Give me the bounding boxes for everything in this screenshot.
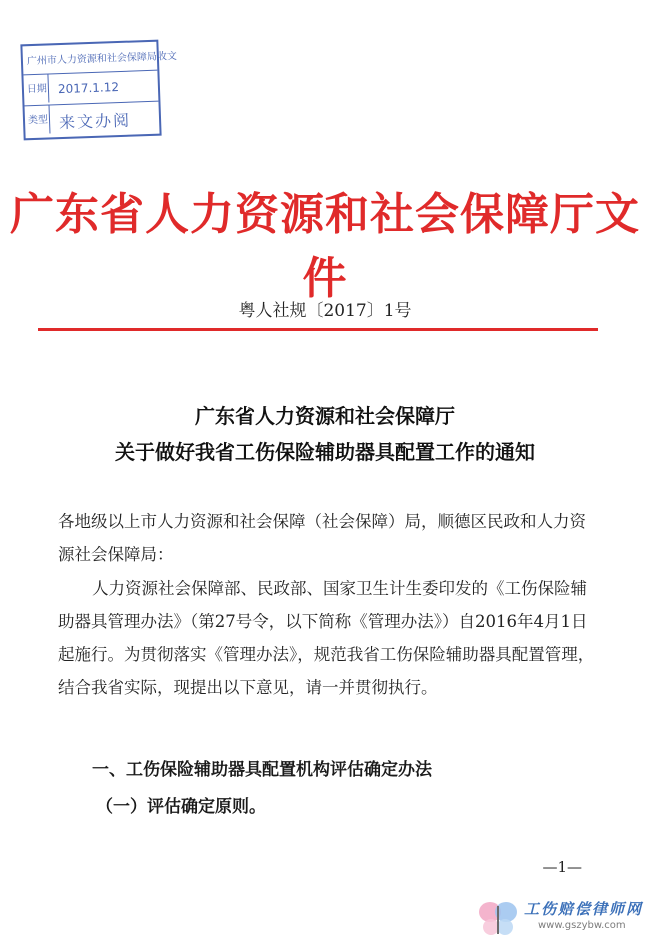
header-divider [38, 328, 598, 331]
receipt-stamp [20, 40, 178, 141]
body-paragraph-1: 人力资源社会保障部、民政部、国家卫生计生委印发的《工伤保险辅助器具管理办法》（第27号令，以下简称《管理办法》）自2016年4月1日起施行。为贯彻落实《管理办法》，规范我省工伤保险辅助器具配置管理，结合我省实际，现提出以下意见，请一并贯彻执行。 [58, 579, 595, 697]
section-heading-1: 一、工伤保险辅助器具配置机构评估确定办法 [92, 760, 432, 780]
stamp-type-value: 来文办阅 [58, 110, 132, 133]
addressee-paragraph: 各地级以上市人力资源和社会保障（社会保障）局，顺德区民政和人力资源社会保障局： [58, 512, 586, 564]
stamp-title: 广州市人力资源和社会保障局收文 [26, 50, 178, 68]
stamp-date-label: 日期 [25, 74, 49, 103]
watermark-text: 工伤赔偿律师网 [524, 900, 644, 918]
watermark-url: www.gszybw.com [538, 920, 626, 931]
subject-line-1: 广东省人力资源和社会保障厅 [195, 404, 455, 428]
subject-line-2: 关于做好我省工伤保险辅助器具配置工作的通知 [115, 440, 535, 464]
butterfly-logo-icon [476, 896, 520, 940]
document-number: 粤人社规〔2017〕1号 [238, 301, 412, 321]
section-heading-2: （一）评估确定原则。 [96, 797, 266, 817]
page-number: —1— [542, 858, 582, 876]
stamp-date-value: 2017.1.12 [57, 80, 120, 97]
document-header-title: 广东省人力资源和社会保障厅文件 [10, 189, 640, 304]
stamp-type-label: 类型 [27, 105, 51, 134]
